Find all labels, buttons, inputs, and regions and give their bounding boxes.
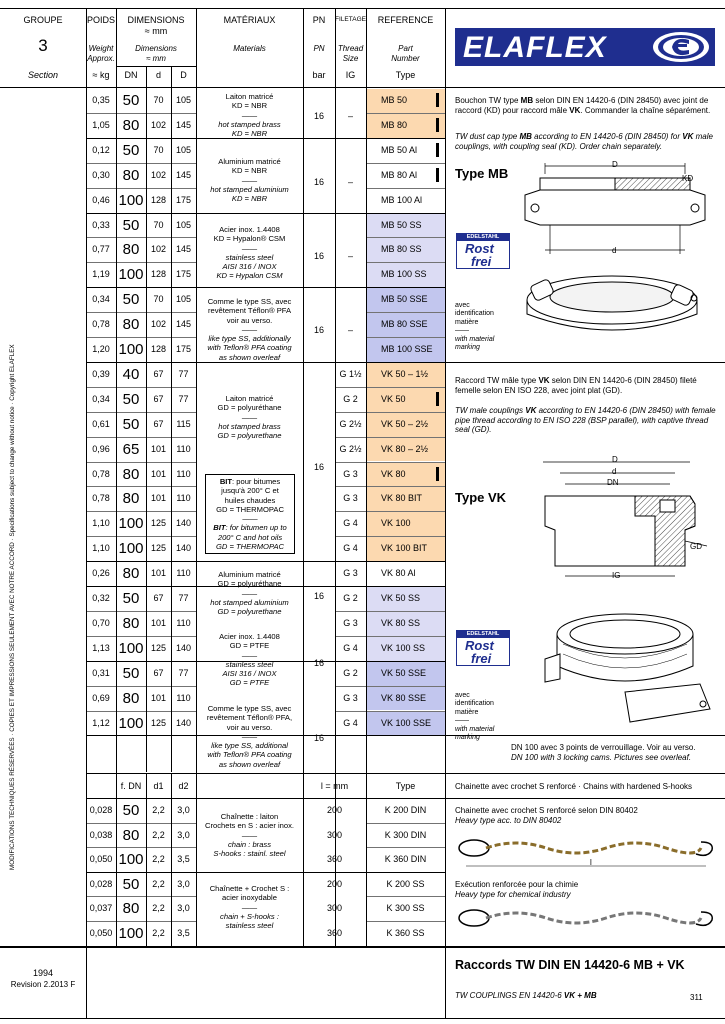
material-sse-vk: Comme le type SS, avec revêtement Téflon® PFA, voir au verso. —— like type SS, additional with Teflon® PFA coating as shown overleaf [206,704,293,769]
chain-col-type: Type [395,781,416,791]
reference-label: REFERENCE [377,15,434,25]
dimensions-label: DIMENSIONS [127,15,185,25]
d-cell: 67 [153,667,164,678]
weight-cell: 0,34 [92,294,110,305]
weight-cell: 0,46 [92,194,110,205]
chain-ss-desc: Exécution renforcée pour la chimie Heavy type for chemical industry [455,880,579,899]
dn-cell: 100 [118,515,144,533]
dn-cell: 100 [118,341,144,358]
chain-reference-cell: K 200 DIN [384,805,427,815]
reference-cell: VK 80 [381,468,406,479]
kg-unit: ≈ kg [92,70,110,80]
pn-sub: PN [313,44,325,53]
ig-label: IG [345,70,356,80]
D-cell: 105 [175,219,192,230]
dn-cell: 50 [122,216,140,234]
dn100-note: DN 100 avec 3 points de verrouillage. Voir au verso. DN 100 with 3 locking cams. Pictures see overleaf. [511,743,696,762]
D-cell: 175 [175,194,192,205]
reference-cell: MB 80 SSE [381,319,428,330]
d-cell: 67 [153,418,164,429]
chain-d1-cell: 2,2 [152,878,165,889]
d-cell: 101 [150,468,167,479]
reference-cell: VK 50 – 2½ [381,418,429,429]
material-sse-mb: Comme le type SS, avec revêtement Téflon® PFA voir au verso. —— like type SS, additionally with Teflon® PFA coating as shown overleaf [207,297,292,362]
D-cell: 110 [176,568,191,579]
d-cell: 67 [153,593,164,603]
col-d: d [155,70,161,80]
footer-title: Raccords TW DIN EN 14420-6 MB + VK [455,958,685,972]
reference-cell: MB 50 Al [381,144,418,155]
weight-cell: 0,70 [92,617,110,628]
poids-label: POIDS [86,15,115,25]
D-cell: 105 [175,95,192,105]
ig-value: – [347,177,353,187]
ig-value: – [347,325,353,335]
dn-cell: 50 [122,590,140,607]
chain-d2-cell: 3,0 [177,903,190,914]
weight-cell: 0,31 [92,667,110,678]
rostfrei-badge: EDELSTAHL Rost frei [456,630,510,666]
dn-cell: 65 [122,440,140,458]
chain-reference-cell: K 300 DIN [384,829,427,840]
d-cell: 101 [150,617,167,628]
pn-value: 16 [313,177,324,187]
material-chain-ss: Chaînette + Crochet S : acier inoxydable —— chain + S-hooks : stainless steel [209,884,290,930]
dn-cell: 80 [122,565,140,583]
chain-col-d1: d1 [153,781,164,791]
D-cell: 77 [178,667,189,678]
material-brass-mb: Laiton matricé KD = NBR —— hot stamped brass KD = NBR [218,92,281,138]
type-label: Type [395,70,416,80]
part-label: Part [398,44,413,53]
dn-cell: 50 [122,664,140,682]
footer-year: 1994 [32,968,54,978]
groupe-label: GROUPE [23,15,63,25]
thread-cell: G 3 [343,468,358,479]
reference-cell: VK 100 BIT [381,543,428,554]
dim-d-mb: d [612,246,617,255]
chain-d2-cell: 3,5 [177,928,190,938]
reference-cell: MB 100 Al [381,194,423,205]
dim-D-mb: D [612,160,618,169]
d-cell: 70 [153,95,164,105]
col-dn: DN [124,70,138,80]
reference-cell: VK 100 SSE [381,717,432,728]
d-cell: 67 [153,393,164,404]
thread-cell: G 3 [343,493,358,504]
dn-cell: 80 [122,166,140,184]
D-cell: 145 [175,319,192,330]
footer-subtitle: TW COUPLINGS EN 14420-6 VK + MB [455,991,597,1000]
weight-cell: 0,78 [92,493,110,504]
dim-D-vk: D [612,455,618,464]
weight-cell: 0,33 [92,219,110,230]
section-label: Section [27,70,59,80]
thread-cell: G 2½ [339,443,362,454]
chain-header-desc: Chainette avec crochet S renforcé · Chains with hardened S-hooks [455,782,693,791]
chain-length-cell: 360 [326,854,343,865]
approx-label: Approx. [87,54,115,63]
filetage-label: FILETAGE [335,16,366,23]
thread-cell: G 4 [343,717,358,728]
reference-cell: MB 50 SS [381,219,422,230]
weight-cell: 0,34 [92,393,110,404]
chain-d2-cell: 3,0 [177,805,190,815]
chain-length-cell: 200 [326,878,343,889]
d-cell: 125 [150,717,167,728]
rostfrei-badge: EDELSTAHL Rost frei [456,233,510,269]
d-cell: 102 [150,119,167,130]
material-ss-vk: Acier inox. 1.4408 GD = PTFE —— stainless steel AISI 316 / INOX GD = PTFE [219,632,280,688]
chain-dn-cell: 80 [122,900,140,918]
chain-weight-cell: 0,028 [89,878,113,889]
chain-d1-cell: 2,2 [152,903,165,914]
reference-cell: MB 100 SSE [381,344,433,354]
d-cell: 102 [150,319,167,330]
d-cell: 70 [153,294,164,305]
chain-length-cell: 360 [326,928,343,938]
reference-cell: VK 80 BIT [381,493,423,504]
chain-reference-cell: K 200 SS [386,878,425,889]
d-cell: 128 [150,344,167,354]
chain-length-cell: 300 [326,829,343,840]
dim-IG-vk: IG [612,571,621,580]
D-cell: 145 [175,244,192,255]
thread-label: Thread [337,44,364,53]
elaflex-emblem-icon [651,30,711,64]
pn-label: PN [312,15,326,25]
weight-cell: 1,10 [92,543,110,554]
pn-value: 16 [313,325,324,335]
D-cell: 105 [175,294,192,305]
pn-value: 16 [313,733,324,743]
reference-cell: MB 80 SS [381,244,422,255]
side-copyright: MODIFICATIONS TECHNIQUES RÉSERVÉES · COPIES ET IMPRESSIONS SEULEMENT AVEC NOTRE ACCORD · Specifications subject to change without notice · Copyright ELAFLEX [9,344,16,870]
D-cell: 140 [175,518,192,529]
material-chain-brass: Chaînette : laiton Crochets en S : acier inox. —— chain : brass S-hooks : stainl. steel [204,812,295,858]
type-mb-title: Type MB [455,166,509,181]
D-cell: 110 [176,692,191,703]
thread-cell: G 3 [343,568,358,579]
pn-value: 16 [313,111,324,121]
thread-cell: G 3 [343,617,358,628]
reference-cell: VK 50 [381,393,406,404]
D-cell: 77 [178,368,189,379]
d-cell: 102 [150,244,167,255]
chain-col-fdn: f. DN [120,781,142,791]
dim-KD-mb: KD [682,174,694,183]
weight-cell: 1,20 [92,344,110,354]
d-cell: 125 [150,543,167,554]
pn-value: 16 [313,591,324,601]
chain-weight-cell: 0,050 [89,854,113,865]
chain-reference-cell: K 300 SS [386,903,425,914]
chain-d2-cell: 3,0 [177,878,190,889]
reference-cell: VK 80 SSE [381,692,427,703]
reference-cell: VK 80 – 2½ [381,443,429,454]
d-cell: 101 [150,568,167,579]
thread-cell: G 2½ [339,418,362,429]
dn-cell: 80 [122,689,140,707]
material-id-note: avec identification matière —— with material marking [455,302,495,351]
dim-DN-vk: DN [607,478,619,487]
size-label: Size [342,54,359,63]
chain-dn-cell: 50 [122,875,140,893]
material-brass-vk: Laiton matricé GD = polyuréthane —— hot stamped brass GD = polyurethane [217,394,282,440]
chain-d1-cell: 2,2 [152,805,165,815]
chain-col-d2: d2 [178,781,189,791]
weight-cell: 0,35 [92,95,110,105]
mb-description-fr: Bouchon TW type MB selon DIN EN 14420-6 (DIN 28450) avec joint de raccord (KD) pour raccord mâle VK. Commander la chaîne séparément. [455,96,711,115]
D-cell: 145 [175,169,192,180]
weight-cell: 1,12 [92,717,110,728]
D-cell: 175 [175,269,192,280]
d-cell: 128 [150,269,167,280]
chain-d1-cell: 2,2 [152,854,165,865]
mb-description-en: TW dust cap type MB according to EN 14420-6 (DIN 28450) for VK male couplings, with coupling seal (KD). Order chain separately. [455,132,713,151]
dn-cell: 100 [118,266,144,284]
d-cell: 125 [150,642,167,653]
dimensions-sub: Dimensions [135,44,177,53]
reference-cell: MB 50 [381,95,408,105]
bar-unit: bar [312,70,326,80]
dn-cell: 50 [122,291,140,309]
weight-cell: 0,77 [92,244,110,255]
dn-cell: 50 [122,92,140,109]
d-cell: 101 [150,493,167,504]
vk-section-drawing [535,456,710,586]
chain-dn-cell: 50 [122,802,140,819]
thread-cell: G 2 [343,593,358,603]
vk-perspective-drawing [535,604,715,729]
groupe-number: 3 [38,36,48,55]
material-bit-box: BIT: pour bitumes jusqu'à 200° C et huiles chaudes GD = THERMOPAC —— BIT: for bitumen up to 200° C and hot oils GD = THERMOPAC [205,474,295,554]
D-cell: 110 [176,443,191,454]
dn-cell: 50 [122,390,140,408]
dn-cell: 50 [122,141,140,159]
dn-cell: 80 [122,116,140,134]
D-cell: 175 [175,344,192,354]
d-cell: 70 [153,144,164,155]
dim-l-chain: l [590,858,592,867]
dn-cell: 80 [122,241,140,259]
chain-reference-cell: K 360 SS [386,928,425,938]
weight-cell: 1,19 [92,269,110,280]
D-cell: 145 [175,119,192,130]
D-cell: 105 [175,144,192,155]
weight-cell: 0,30 [92,169,110,180]
D-cell: 110 [176,617,191,628]
type-vk-title: Type VK [455,490,507,505]
d-cell: 101 [150,692,167,703]
chain-ss-drawing [456,900,718,936]
material-ss-mb: Acier inox. 1.4408 KD = Hypalon® CSM —— stainless steel AISI 316 / INOX KD = Hypalon CSM [213,225,286,281]
pn-value: 16 [313,658,324,668]
ig-value: – [347,251,353,261]
page-number: 311 [690,993,703,1002]
weight-cell: 0,32 [92,593,110,603]
ig-value: – [347,111,353,121]
pn-value: 16 [313,462,324,472]
footer-revision: Revision 2.2013 F [10,980,76,989]
vk-description-fr: Raccord TW mâle type VK selon DIN EN 14420-6 (DIN 28450) fileté femelle selon EN ISO 228, avec joint plat (GD). [455,376,697,395]
dn-cell: 80 [122,614,140,632]
col-D: D [180,70,187,80]
d-cell: 101 [150,443,167,454]
mb-section-drawing [515,160,710,255]
D-cell: 115 [176,418,191,429]
weight-cell: 0,12 [92,144,110,155]
D-cell: 77 [178,393,189,404]
chain-weight-cell: 0,038 [89,829,113,840]
reference-cell: MB 80 Al [381,169,418,180]
weight-cell: 0,69 [92,692,110,703]
D-cell: 140 [175,717,192,728]
material-id-note: avec identification matière —— with material marking [455,692,495,741]
reference-cell: VK 100 [381,518,411,529]
d-cell: 128 [150,194,167,205]
dn-cell: 100 [118,191,144,209]
dn-cell: 100 [118,540,144,558]
thread-cell: G 1½ [339,368,362,379]
weight-cell: 0,78 [92,468,110,479]
d-cell: 125 [150,518,167,529]
d-cell: 67 [153,368,164,379]
weight-cell: 1,13 [92,642,110,653]
reference-cell: VK 50 SSE [381,667,427,678]
dn-cell: 100 [118,714,144,732]
material-aluminium-vk: Aluminium matricé GD = polyuréthane —— hot stamped aluminium GD = polyurethane [210,570,289,616]
weight-cell: 0,96 [92,443,110,454]
d-cell: 70 [153,219,164,230]
reference-cell: VK 100 SS [381,642,426,653]
dn-cell: 80 [122,490,140,508]
reference-cell: MB 50 SSE [381,294,428,305]
chain-d1-cell: 2,2 [152,829,165,840]
dn-cell: 80 [122,316,140,334]
reference-cell: VK 50 SS [381,593,421,603]
thread-cell: G 2 [343,393,358,404]
materials-label: Materials [233,44,266,53]
weight-cell: 0,26 [92,568,110,579]
reference-cell: MB 100 SS [381,269,427,280]
D-cell: 140 [175,642,192,653]
chain-drawing [456,828,718,872]
chain-d2-cell: 3,5 [177,854,190,865]
thread-cell: G 3 [343,692,358,703]
dim-GD-vk: GD [690,542,702,551]
dimensions-unit: ≈ mm [144,26,168,36]
reference-cell: VK 50 – 1½ [381,368,429,379]
thread-cell: G 4 [343,518,358,529]
number-label: Number [391,54,420,63]
chain-weight-cell: 0,050 [89,928,113,938]
dn-cell: 80 [122,465,140,483]
chain-d1-cell: 2,2 [152,928,165,938]
D-cell: 77 [178,593,189,603]
reference-cell: VK 80 Al [381,568,416,579]
reference-cell: VK 80 SS [381,617,421,628]
chain-length-cell: 200 [326,805,343,815]
dn-cell: 100 [118,639,144,657]
weight-cell: 0,61 [92,418,110,429]
thread-cell: G 4 [343,642,358,653]
weight-label: Weight [88,44,114,53]
elaflex-logo: ELAFLEX [455,28,715,66]
chain-length-cell: 300 [326,903,343,914]
thread-cell: G 2 [343,667,358,678]
weight-cell: 1,05 [92,119,110,130]
vk-description-en: TW male couplings VK according to EN 14420-6 (DIN 28450) with female pipe thread according to EN ISO 228 (BSP parallel), with captive thread seal (GD). [455,406,716,435]
D-cell: 140 [175,543,192,554]
dimensions-sub-unit: ≈ mm [146,54,166,63]
chain-dn-cell: 80 [122,826,140,844]
chain-dn-cell: 100 [118,925,144,942]
reference-cell: MB 80 [381,119,408,130]
weight-cell: 0,78 [92,319,110,330]
weight-cell: 1,10 [92,518,110,529]
pn-value: 16 [313,251,324,261]
chain-reference-cell: K 360 DIN [384,854,427,865]
weight-cell: 0,39 [92,368,110,379]
chain-din-desc: Chainette avec crochet S renforcé selon DIN 80402 Heavy type acc. to DIN 80402 [455,806,638,825]
chain-d2-cell: 3,0 [177,829,190,840]
dim-d-vk: d [612,467,617,476]
d-cell: 102 [150,169,167,180]
chain-weight-cell: 0,028 [89,805,113,815]
thread-cell: G 4 [343,543,358,554]
materiaux-label: MATÉRIAUX [223,15,276,25]
dn-cell: 50 [122,415,140,433]
material-aluminium-mb: Aluminium matricé KD = NBR —— hot stamped aluminium KD = NBR [210,157,289,203]
D-cell: 110 [176,468,191,479]
chain-dn-cell: 100 [118,851,144,869]
dn-cell: 40 [122,365,140,383]
mb-perspective-drawing [512,262,712,352]
D-cell: 110 [176,493,191,504]
chain-weight-cell: 0,037 [89,903,113,914]
chain-col-l: l = mm [320,781,349,791]
